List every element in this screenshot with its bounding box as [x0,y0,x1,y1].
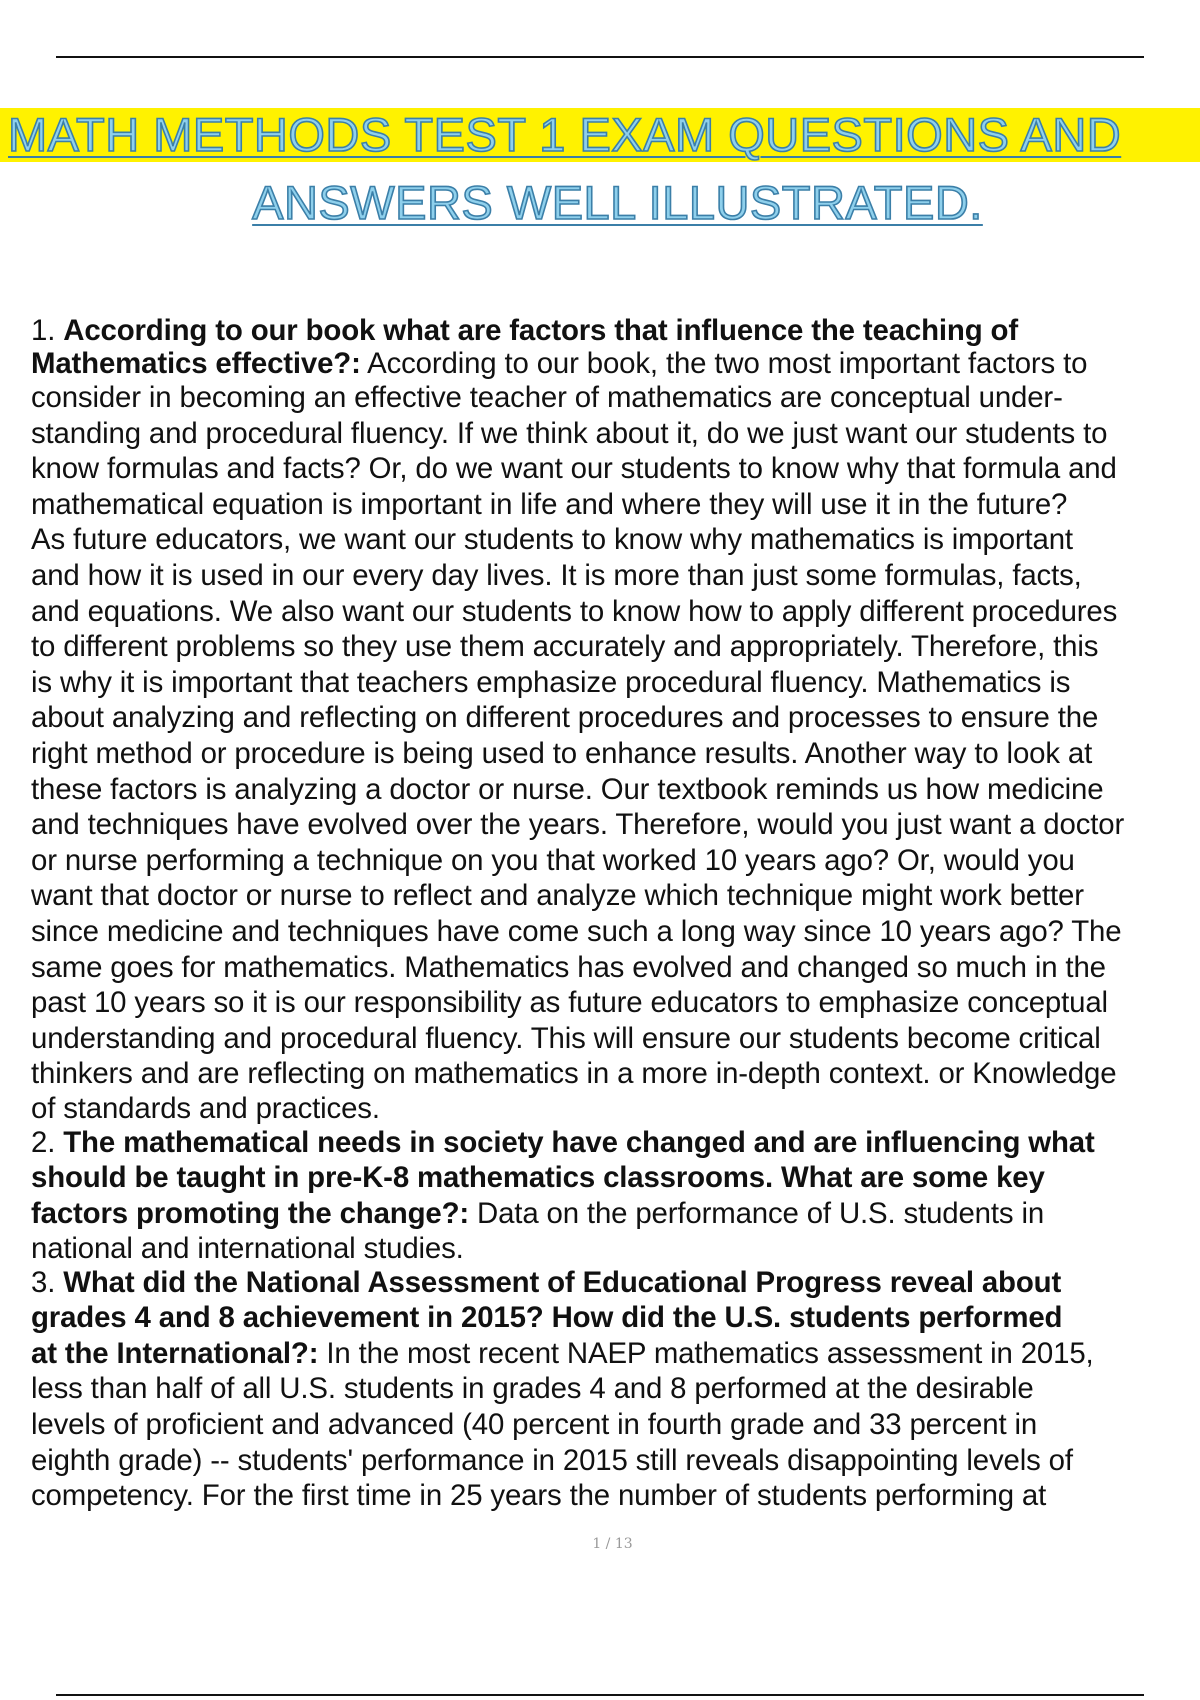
answer-line: or nurse performing a technique on you that worked 10 years ago? Or, would you [31,843,1075,877]
question-text: at the International?: [31,1336,319,1370]
question-number: 3. [31,1265,56,1299]
question-3-line-3 [31,1336,1200,1372]
question-text: The mathematical needs in society have changed and are influencing what [63,1125,1095,1159]
question-text: factors promoting the change?: [31,1197,470,1231]
answer-line: to different problems so they use them accurately and appropriately. Therefore, this [31,630,1099,664]
answer-line: of standards and practices. [31,1091,380,1125]
question-1-line-2 [31,347,1200,380]
title-line-2: ANSWERS WELL ILLUSTRATED. [252,176,983,229]
question-2-line-3 [31,1196,1200,1232]
question-3-line-1 [31,1265,1200,1301]
question-3-line-2 [31,1300,1200,1336]
answer-line: mathematical equation is important in life and where they will use it in the future? [31,487,1068,521]
page-number: 1 / 13 [592,1536,633,1552]
answer-line: thinkers and are reflecting on mathematics in a more in-depth context. or Knowledge [31,1057,1117,1091]
answer-line: since medicine and techniques have come such a long way since 10 years ago? The [31,914,1122,948]
bottom-rule [56,1694,1144,1696]
top-rule [56,56,1144,58]
document-body [31,314,1200,1514]
question-2-line-1 [31,1125,1200,1161]
question-1-line-1 [31,314,1200,347]
question-2-line-2 [31,1160,1200,1196]
answer-line: past 10 years so it is our responsibility as future educators to emphasize conceptual [31,986,1108,1020]
question-number: 2. [31,1125,56,1159]
answer-text: Data on the performance of U.S. students in [469,1197,1045,1231]
question-text: According to our book what are factors that influence the teaching of [63,314,1018,347]
answer-text: According to our book, the two most important factors to [360,347,1088,380]
title-highlight-band [0,108,1200,162]
answer-line: competency. For the first time in 25 years the number of students performing at [31,1479,1047,1513]
title-line-1: MATH METHODS TEST 1 EXAM QUESTIONS AND [8,108,1122,161]
answer-line: about analyzing and reflecting on different procedures and processes to ensure the [31,701,1099,735]
answer-line: want that doctor or nurse to reflect and analyze which technique might work better [31,879,1084,913]
answer-line: levels of proficient and advanced (40 percent in fourth grade and 33 percent in [31,1408,1038,1442]
answer-line: consider in becoming an effective teacher of mathematics are conceptual under- [31,381,1063,414]
answer-line: and equations. We also want our students to know how to apply different procedures [31,594,1118,628]
question-text: What did the National Assessment of Educational Progress reveal about [63,1265,1062,1299]
answer-line: and techniques have evolved over the years. Therefore, would you just want a doctor [31,808,1125,842]
answer-line: national and international studies. [31,1231,464,1265]
answer-line: standing and procedural fluency. If we think about it, do we just want our students to [31,416,1108,450]
answer-text: In the most recent NAEP mathematics assessment in 2015, [318,1336,1094,1370]
question-number: 1. [31,314,56,347]
answer-line: know formulas and facts? Or, do we want our students to know why that formula and [31,452,1117,486]
answer-line: As future educators, we want our students to know why mathematics is important [31,523,1073,557]
answer-line: same goes for mathematics. Mathematics has evolved and changed so much in the [31,950,1106,984]
answer-line: less than half of all U.S. students in grades 4 and 8 performed at the desirable [31,1372,1034,1406]
answer-line: and how it is used in our every day lives. It is more than just some formulas, facts, [31,558,1082,592]
answer-line: eighth grade) -- students' performance in 2015 still reveals disappointing levels of [31,1443,1073,1477]
answer-line: right method or procedure is being used to enhance results. Another way to look at [31,736,1093,770]
question-text: should be taught in pre-K-8 mathematics classrooms. What are some key [31,1161,1045,1195]
question-text: grades 4 and 8 achievement in 2015? How did the U.S. students performed [31,1301,1063,1335]
answer-line: these factors is analyzing a doctor or nurse. Our textbook reminds us how medicine [31,772,1104,806]
answer-line: understanding and procedural fluency. This will ensure our students become critical [31,1021,1101,1055]
answer-line: is why it is important that teachers emphasize procedural fluency. Mathematics is [31,665,1071,699]
question-text: Mathematics effective?: [31,347,361,380]
